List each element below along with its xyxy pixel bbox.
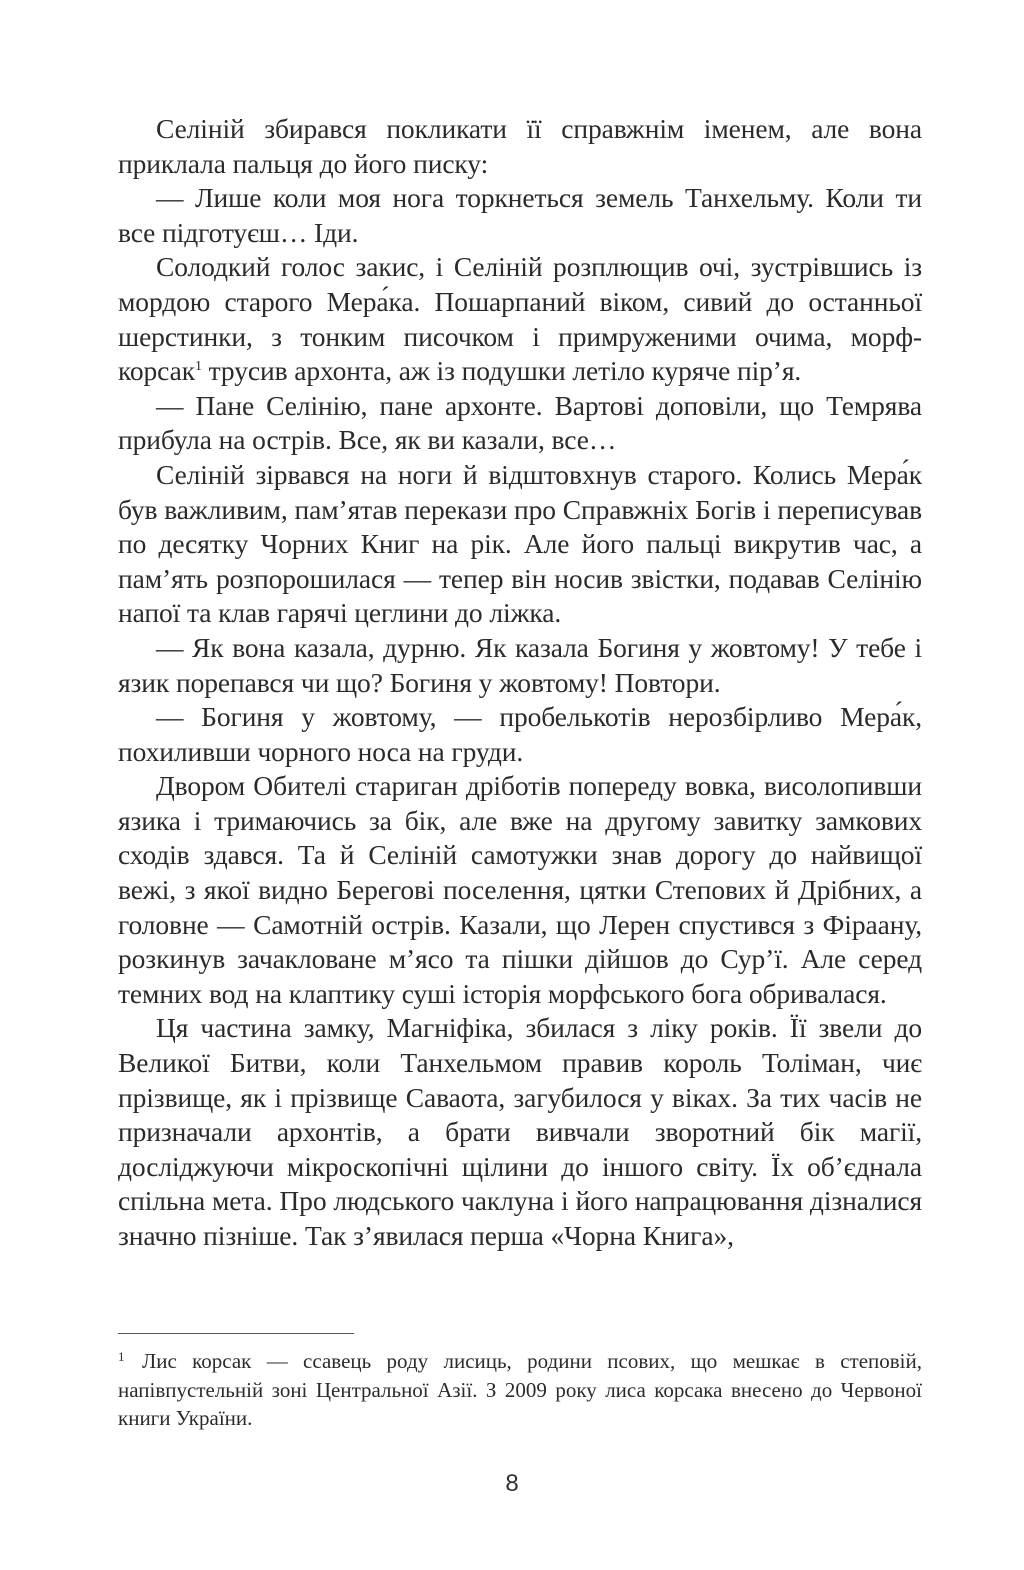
paragraph-2: — Лише коли моя нога торкнеться земель Танхельму. Коли ти все підготуєш… Іди. [118,182,922,248]
page-number: 8 [505,1470,519,1497]
paragraph-8: Двором Обителі стариган дріботів попереду вовка, висолопивши язика і тримаючись за бік, але вже на другому завитку замкових сходів здався. Та й Селіній самотужки знав дорогу до найвищої вежі, з якої видно Берегові поселення, цятки Степових й Дрібних, а головне — Самотній острів. Казали, що Лерен спустився з Фіраану, розкинув зачакловане м’ясо та пішки дійшов до Сур’ї. Але серед темних вод на клаптику суші історія морфського бога обривалася. [118,770,922,1009]
paragraph-4: — Пане Селінію, пане архонте. Вартові доповіли, що Темрява прибула на острів. Все, як ви казали, все… [118,389,922,456]
paragraph-3 [118,250,922,388]
body-text [118,112,922,1254]
paragraph-3-end: трусив архонта, аж із подушки летіло куряче пір’я. [208,355,802,387]
paragraph-6: — Як вона казала, дурню. Як казала Богиня у жовтому! У тебе і язик порепався чи що? Богиня у жовтому! Повтори. [118,631,922,698]
page-body [118,112,922,1254]
footnote-divider [118,1333,354,1334]
footnote-reference[interactable]: 1 [194,359,202,375]
footnote: 1 Лис корсак — ссавець роду лисиць, родини псових, що мешкає в степовій, напівпустельній зоні Центральної Азії. З 2009 року лиса корсака внесено до Червоної книги України. [118,1349,922,1430]
paragraph-1: Селіній збирався покликати її справжнім іменем, але вона приклала пальця до його писку: [118,113,922,179]
paragraph-7: — Богиня у жовтому, — пробелькотів нерозбірливо Мера́к, похиливши чорного носа на груди. [118,701,922,767]
paragraph-3-start: Солодкий голос закис, і Селіній розплющив очі, зустрівшись із мордою старого Мера́ка. Пошарпаний віком, сивий до останньої шерстинки, з тонким писочком і примруженими очима, морф-корсак [118,251,922,387]
footnote-text: Лис корсак — ссавець роду лисиць, родини псових, що мешкає в степовій, напівпустельній зоні Центральної Азії. З 2009 року лиса корсака внесено до Червоної книги України. [118,1349,922,1430]
paragraph-9: Ця частина замку, Магніфіка, збилася з ліку років. Її звели до Великої Битви, коли Танхельмом правив король Толіман, чиє прізвище, як і прізвище Саваота, загубилося у віках. За тих часів не призначали архонтів, а брати вивчали зворотний бік магії, досліджуючи мікроскопічні щілини до іншого світу. Їх об’єднала спільна мета. Про людського чаклуна і його напрацювання дізналися значно пізніше. Так з’явилася перша «Чорна Книга», [118,1012,922,1251]
paragraph-5: Селіній зірвався на ноги й відштовхнув старого. Колись Мера́к був важливим, пам’ятав перекази про Справжніх Богів і переписував по десятку Чорних Книг на рік. Але його пальці викрутив час, а пам’ять розпорошилася — тепер він носив звістки, подавав Селінію напої та клав гарячі цеглини до ліжка. [118,458,922,629]
